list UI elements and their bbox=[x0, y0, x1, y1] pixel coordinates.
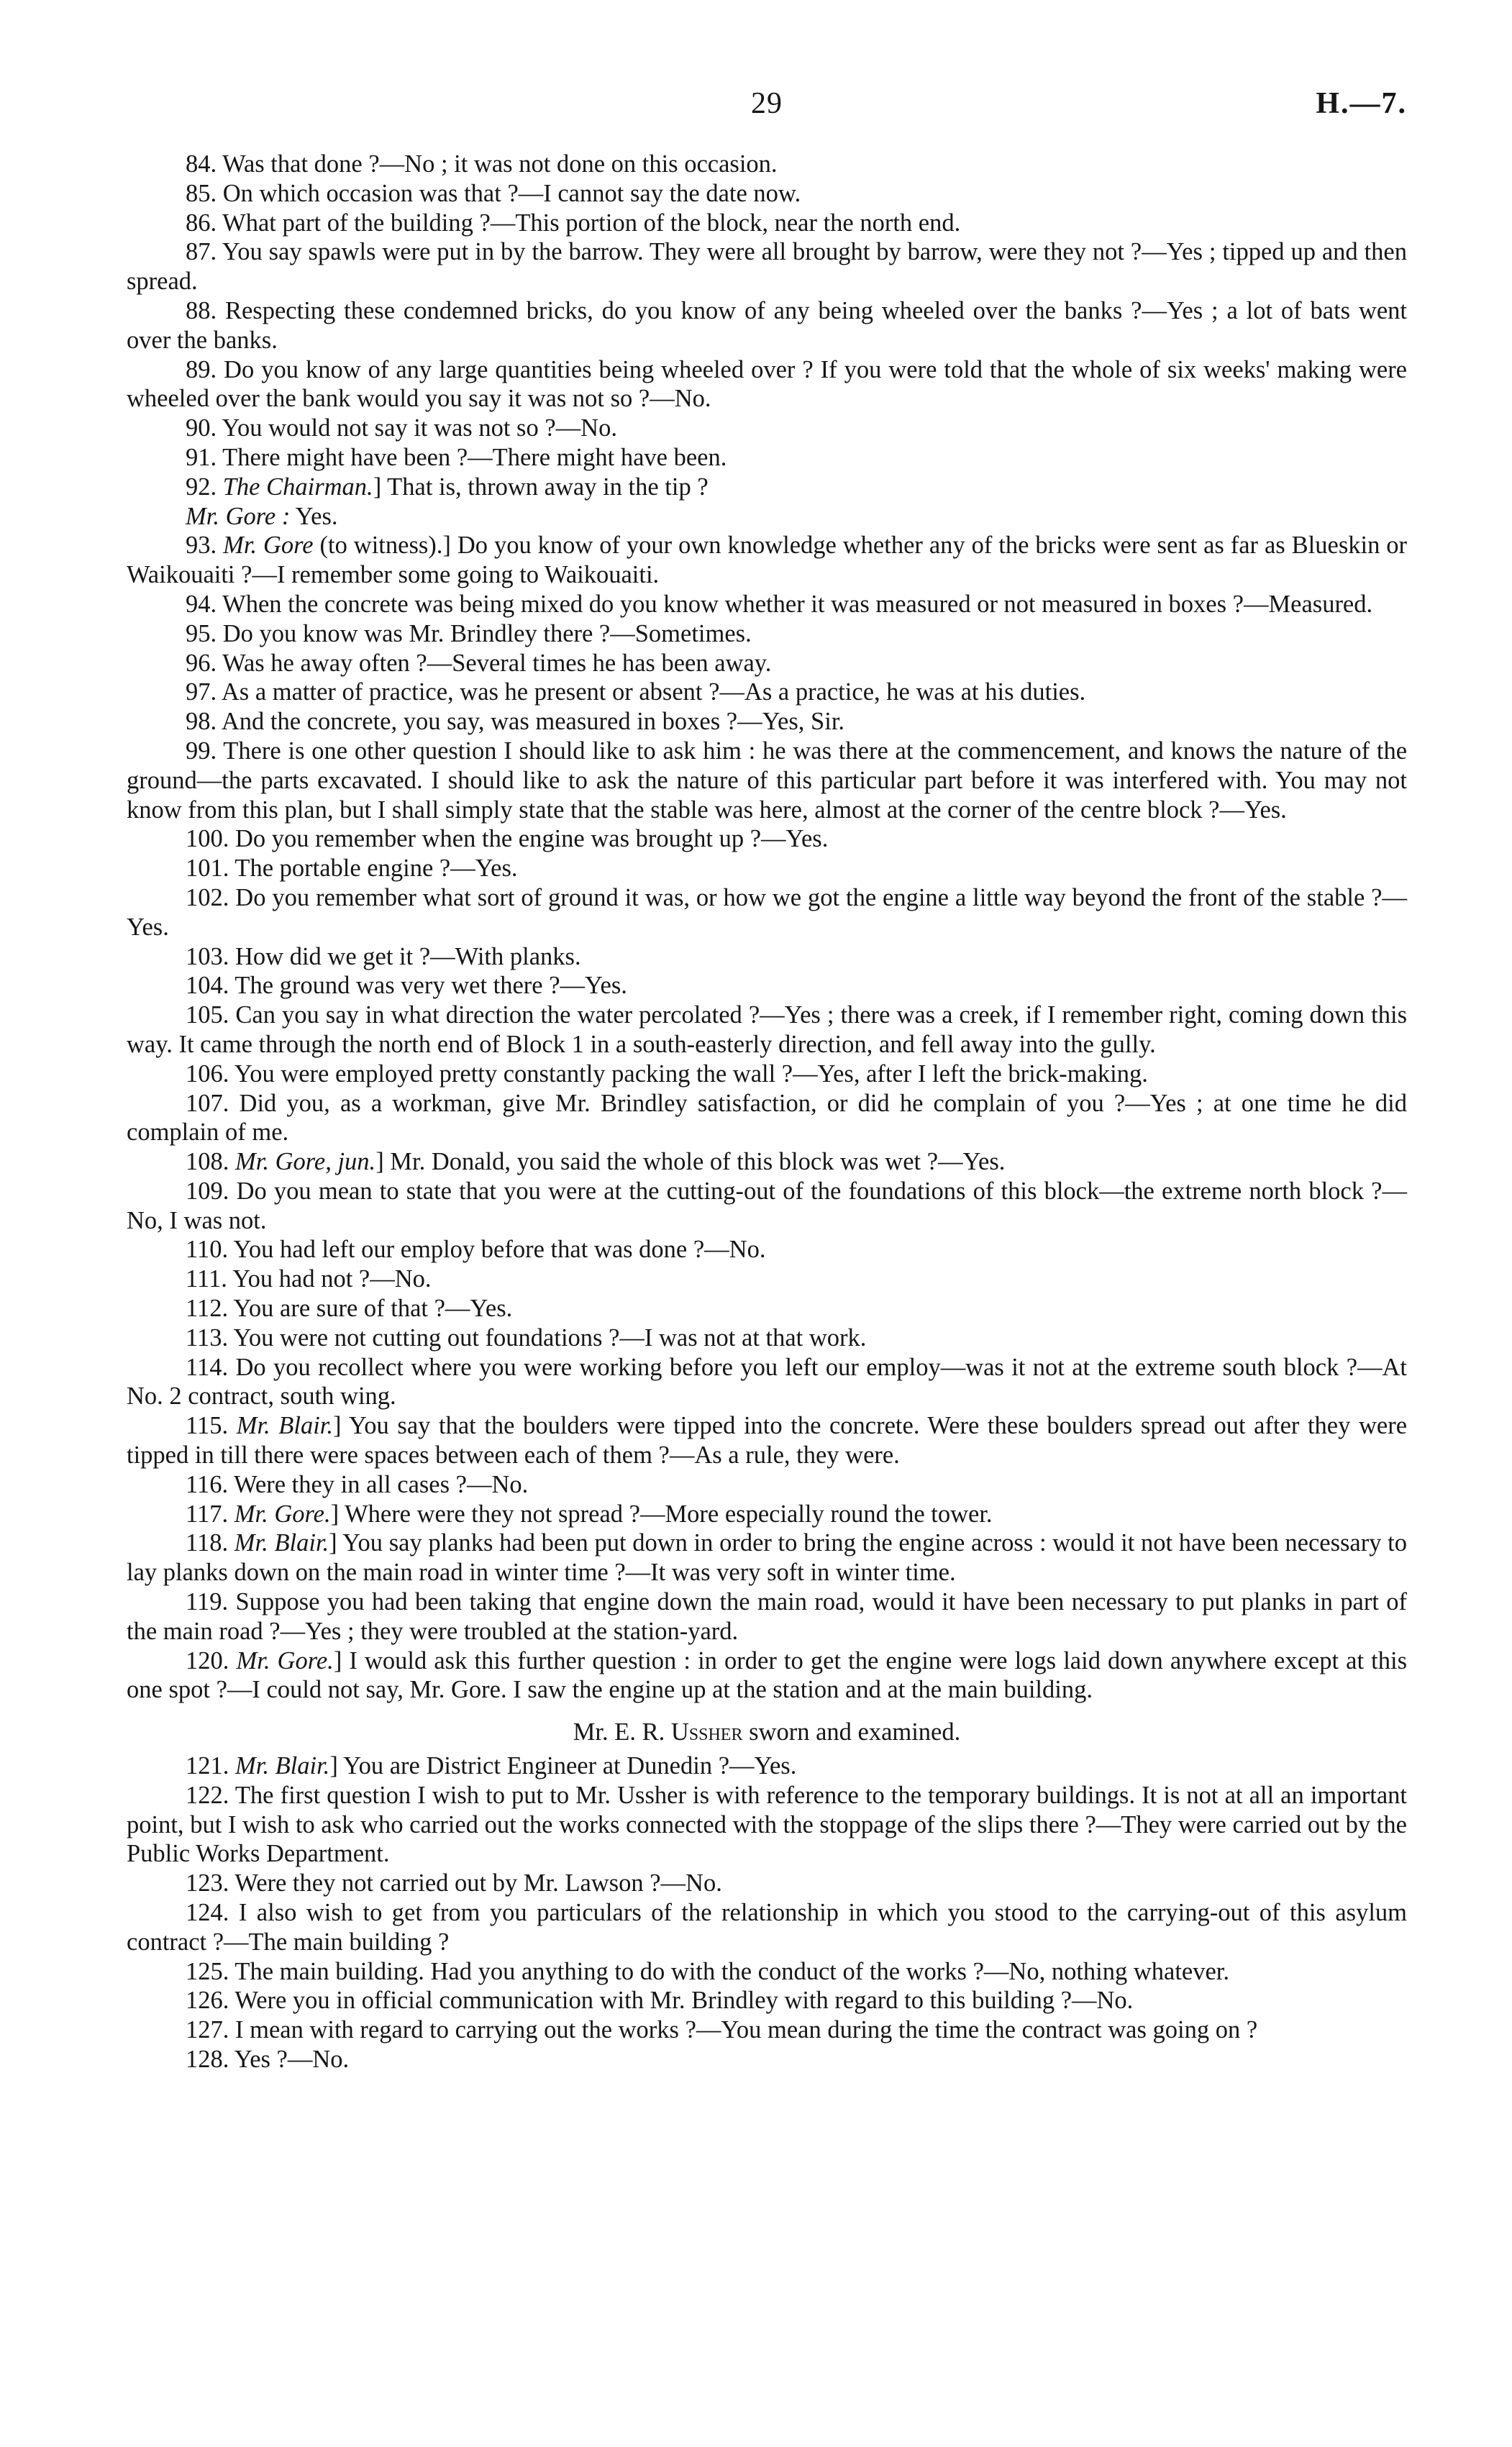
q-num: 115. bbox=[186, 1412, 229, 1440]
paragraph-99 bbox=[127, 737, 1407, 824]
paragraph-109 bbox=[127, 1177, 1407, 1236]
q-text: What part of the building ?—This portion of the block, near the north end. bbox=[222, 209, 961, 237]
q-text: You would not say it was not so ?—No. bbox=[222, 414, 617, 442]
q-text: You were employed pretty constantly packing the wall ?—Yes, after I left the brick-making. bbox=[234, 1060, 1148, 1088]
q-num: 117. bbox=[186, 1500, 229, 1528]
witness-heading: Mr. E. R. Ussher sworn and examined. bbox=[573, 1718, 961, 1746]
chairman-label: The Chairman. bbox=[222, 473, 373, 501]
q-num: 128. bbox=[186, 2046, 229, 2073]
paragraph-125 bbox=[127, 1957, 1407, 1987]
paragraph-115 bbox=[127, 1411, 1407, 1470]
paragraph-107 bbox=[127, 1089, 1407, 1148]
q-text: How did we get it ?—With planks. bbox=[235, 942, 581, 970]
paragraph-85 bbox=[127, 179, 1407, 209]
paragraph-116 bbox=[127, 1470, 1407, 1500]
q-text: Were they not carried out by Mr. Lawson ?—No. bbox=[234, 1869, 722, 1897]
q-text: Respecting these condemned bricks, do you know of any being wheeled over the banks ?—Yes ; a lot of bats went over the banks. bbox=[127, 296, 1407, 354]
q-num: 85. bbox=[186, 179, 217, 207]
q-text: Do you know was Mr. Brindley there ?—Sometimes. bbox=[222, 619, 752, 647]
paragraph-110 bbox=[127, 1235, 1407, 1264]
q-num: 94. bbox=[186, 590, 217, 618]
q-num: 123. bbox=[186, 1869, 229, 1897]
paragraph-87 bbox=[127, 237, 1407, 296]
paragraph-101 bbox=[127, 854, 1407, 883]
q-text: There is one other question I should like to ask him : he was there at the commencement, and knows the nature of the ground—the parts excavated. I should like to ask the nature of this particular part before it was interfered with. You may not know from this plan, but I shall simply state that the stable was here, almost at the corner of the centre block ?—Yes. bbox=[127, 737, 1408, 824]
gore-label: Mr. Gore bbox=[223, 532, 314, 560]
q-text: You say spawls were put in by the barrow. They were all brought by barrow, were they not ?—Yes ; tipped up and then spread. bbox=[127, 238, 1407, 296]
q-text: Were they in all cases ?—No. bbox=[234, 1470, 529, 1498]
q-text: There might have been ?—There might have been. bbox=[222, 443, 727, 471]
paragraph-89 bbox=[127, 355, 1407, 414]
paragraph-91 bbox=[127, 443, 1407, 473]
q-num: 99. bbox=[186, 737, 217, 765]
q-num: 95. bbox=[186, 619, 217, 647]
q-text: Did you, as a workman, give Mr. Brindley satisfaction, or did he complain of you ?—Yes ; at one time he did complain of me. bbox=[127, 1089, 1408, 1147]
q-num: 87. bbox=[186, 238, 217, 266]
q-num: 108. bbox=[186, 1148, 229, 1176]
q-num: 91. bbox=[186, 443, 217, 471]
q-num: 92. bbox=[186, 473, 217, 501]
q-num: 116. bbox=[186, 1470, 229, 1498]
paragraph-100 bbox=[127, 824, 1407, 854]
paragraph-126 bbox=[127, 1986, 1407, 2015]
q-text: Was he away often ?—Several times he has been away. bbox=[222, 649, 772, 677]
q-text: ] Mr. Donald, you said the whole of this block was wet ?—Yes. bbox=[375, 1148, 1006, 1176]
q-text: Yes ?—No. bbox=[234, 2046, 350, 2073]
q-num: 109. bbox=[186, 1177, 229, 1205]
q-num: 86. bbox=[186, 209, 217, 237]
q-text: The first question I wish to put to Mr. Ussher is with reference to the temporary buildings. It is not at all an important point, but I wish to ask who carried out the works connected with the stoppage of the slips there ?—They were carried out by the Public Works Department. bbox=[127, 1781, 1407, 1868]
q-num: 119. bbox=[186, 1588, 229, 1616]
paragraph-119 bbox=[127, 1587, 1407, 1646]
q-num: 114. bbox=[186, 1353, 229, 1381]
q-text: Can you say in what direction the water percolated ?—Yes ; there was a creek, if I remember right, coming down this way. It came through the north end of Block 1 in a south-easterly direction, and fell away into the gully. bbox=[127, 1001, 1408, 1058]
paragraph-120 bbox=[127, 1646, 1407, 1705]
paragraph-108 bbox=[127, 1147, 1407, 1177]
blair-label: Mr. Blair. bbox=[235, 1752, 330, 1780]
witness-name: Ussher bbox=[670, 1718, 743, 1746]
q-text: Do you remember when the engine was brought up ?—Yes. bbox=[235, 825, 829, 853]
paragraph-127 bbox=[127, 2015, 1407, 2045]
testimony-body bbox=[127, 150, 1407, 2074]
q-text: Do you recollect where you were working before you left our employ—was it not at the extreme south block ?—At No. 2 contract, south wing. bbox=[127, 1353, 1408, 1411]
paragraph-86 bbox=[127, 209, 1407, 238]
q-text: ] You say planks had been put down in order to bring the engine across : would it not have been necessary to lay planks down on the main road in winter time ?—It was very soft in winter time. bbox=[127, 1529, 1407, 1587]
q-num: 93. bbox=[186, 532, 217, 560]
q-num: 121. bbox=[186, 1752, 229, 1780]
paragraph-117 bbox=[127, 1500, 1407, 1529]
gore-label: Mr. Gore. bbox=[234, 1500, 331, 1528]
paragraph-111 bbox=[127, 1264, 1407, 1294]
paragraph-88 bbox=[127, 296, 1407, 355]
q-text: I mean with regard to carrying out the works ?—You mean during the time the contract was going on ? bbox=[235, 2016, 1258, 2044]
paragraph-114 bbox=[127, 1353, 1407, 1412]
q-text: When the concrete was being mixed do you know whether it was measured or not measured in boxes ?—Measured. bbox=[222, 590, 1373, 618]
paragraph-105 bbox=[127, 1001, 1407, 1060]
gore-label: Mr. Gore. bbox=[236, 1646, 334, 1674]
q-text: ] I would ask this further question : in order to get the engine were logs laid down anywhere except at this one spot ?—I could not say, Mr. Gore. I saw the engine up at the station and at the main building. bbox=[127, 1646, 1408, 1704]
paragraph-98 bbox=[127, 707, 1407, 737]
q-num: 100. bbox=[186, 825, 229, 853]
blair-label: Mr. Blair. bbox=[234, 1529, 329, 1557]
paragraph-123 bbox=[127, 1869, 1407, 1898]
paragraph-97 bbox=[127, 678, 1407, 707]
q-num: 120. bbox=[186, 1646, 229, 1674]
q-num: 107. bbox=[186, 1089, 229, 1117]
paragraph-128 bbox=[127, 2045, 1407, 2074]
q-text: You are sure of that ?—Yes. bbox=[233, 1295, 513, 1323]
q-text: The ground was very wet there ?—Yes. bbox=[234, 972, 627, 1000]
q-text: You had not ?—No. bbox=[232, 1265, 432, 1293]
q-text: Were you in official communication with Mr. Brindley with regard to this building ?—No. bbox=[234, 1987, 1134, 2015]
paragraph-96 bbox=[127, 649, 1407, 678]
paragraph-103 bbox=[127, 942, 1407, 972]
q-num: 96. bbox=[186, 649, 217, 677]
gore-label: Mr. Gore : bbox=[186, 502, 291, 530]
q-text: And the concrete, you say, was measured in boxes ?—Yes, Sir. bbox=[221, 708, 845, 736]
paragraph-124 bbox=[127, 1898, 1407, 1957]
paragraph-118 bbox=[127, 1528, 1407, 1587]
q-num: 127. bbox=[186, 2016, 229, 2044]
q-num: 110. bbox=[186, 1236, 229, 1264]
q-num: 104. bbox=[186, 972, 229, 1000]
q-text: Do you know of any large quantities being wheeled over ? If you were told that the whole of six weeks' making were wheeled over the bank would you say it was not so ?—No. bbox=[127, 355, 1407, 413]
q-text: As a matter of practice, was he present or absent ?—As a practice, he was at his duties. bbox=[221, 678, 1086, 706]
gore-jun-label: Mr. Gore, jun. bbox=[235, 1148, 376, 1176]
blair-label: Mr. Blair. bbox=[236, 1412, 334, 1440]
document-code: H.—7. bbox=[1316, 87, 1407, 120]
paragraph-113 bbox=[127, 1323, 1407, 1353]
q-text: The main building. Had you anything to do with the conduct of the works ?—No, nothing whatever. bbox=[234, 1957, 1230, 1985]
q-num: 125. bbox=[186, 1957, 229, 1985]
paragraph-84 bbox=[127, 150, 1407, 179]
paragraph-122 bbox=[127, 1781, 1407, 1869]
q-num: 89. bbox=[186, 355, 217, 383]
q-num: 98. bbox=[186, 708, 217, 736]
q-text: ] You are District Engineer at Dunedin ?—Yes. bbox=[329, 1752, 797, 1780]
q-num: 101. bbox=[186, 855, 229, 883]
paragraph-102 bbox=[127, 883, 1407, 942]
q-text: ] You say that the boulders were tipped into the concrete. Were these boulders spread out after they were tipped in till there were spaces between each of them ?—As a rule, they were. bbox=[127, 1412, 1408, 1469]
q-num: 122. bbox=[186, 1781, 229, 1809]
q-text: ] Where were they not spread ?—More especially round the tower. bbox=[330, 1500, 993, 1528]
q-num: 106. bbox=[186, 1060, 229, 1088]
paragraph-93 bbox=[127, 531, 1407, 590]
q-num: 84. bbox=[186, 150, 217, 178]
paragraph-95 bbox=[127, 619, 1407, 649]
q-num: 105. bbox=[186, 1001, 229, 1029]
paragraph-94 bbox=[127, 590, 1407, 619]
q-num: 102. bbox=[186, 883, 229, 911]
q-text: You had left our employ before that was done ?—No. bbox=[233, 1236, 766, 1264]
paragraph-90 bbox=[127, 414, 1407, 443]
q-num: 90. bbox=[186, 414, 217, 442]
q-num: 113. bbox=[186, 1323, 229, 1352]
q-num: 97. bbox=[186, 678, 217, 706]
q-text: The portable engine ?—Yes. bbox=[234, 855, 518, 883]
q-text: I also wish to get from you particulars of the relationship in which you stood to the carrying-out of this asylum contract ?—The main building ? bbox=[127, 1899, 1407, 1956]
page-number: 29 bbox=[751, 87, 783, 120]
q-text: You were not cutting out foundations ?—I was not at that work. bbox=[233, 1323, 867, 1352]
q-text: Was that done ?—No ; it was not done on this occasion. bbox=[222, 150, 778, 178]
q-num: 124. bbox=[186, 1899, 229, 1927]
paragraph-106 bbox=[127, 1060, 1407, 1089]
page-header bbox=[127, 86, 1407, 150]
q-num: 126. bbox=[186, 1987, 229, 2015]
paragraph-112 bbox=[127, 1294, 1407, 1323]
q-text: Do you mean to state that you were at the cutting-out of the foundations of this block—the extreme north block ?—No, I was not. bbox=[127, 1177, 1407, 1234]
q-num: 103. bbox=[186, 942, 229, 970]
paragraph-121 bbox=[127, 1751, 1407, 1781]
q-num: 111. bbox=[186, 1265, 227, 1293]
paragraph-92 bbox=[127, 473, 1407, 502]
q-text: Do you remember what sort of ground it was, or how we got the engine a little way beyond the front of the stable ?—Yes. bbox=[127, 883, 1407, 941]
q-text: On which occasion was that ?—I cannot say the date now. bbox=[222, 179, 801, 207]
paragraph-104 bbox=[127, 971, 1407, 1001]
q-text: Yes. bbox=[290, 502, 338, 530]
q-text: Suppose you had been taking that engine down the main road, would it have been necessary to put planks in part of the main road ?—Yes ; they were troubled at the station-yard. bbox=[127, 1588, 1408, 1645]
q-num: 118. bbox=[186, 1529, 229, 1557]
q-text: (to witness).] Do you know of your own knowledge whether any of the bricks were sent as far as Blueskin or Waikouaiti ?—I remember some going to Waikouaiti. bbox=[127, 532, 1408, 589]
q-text: ] That is, thrown away in the tip ? bbox=[373, 473, 709, 501]
q-num: 88. bbox=[186, 296, 217, 324]
paragraph-gore-reply bbox=[127, 502, 1407, 532]
q-num: 112. bbox=[186, 1295, 229, 1323]
